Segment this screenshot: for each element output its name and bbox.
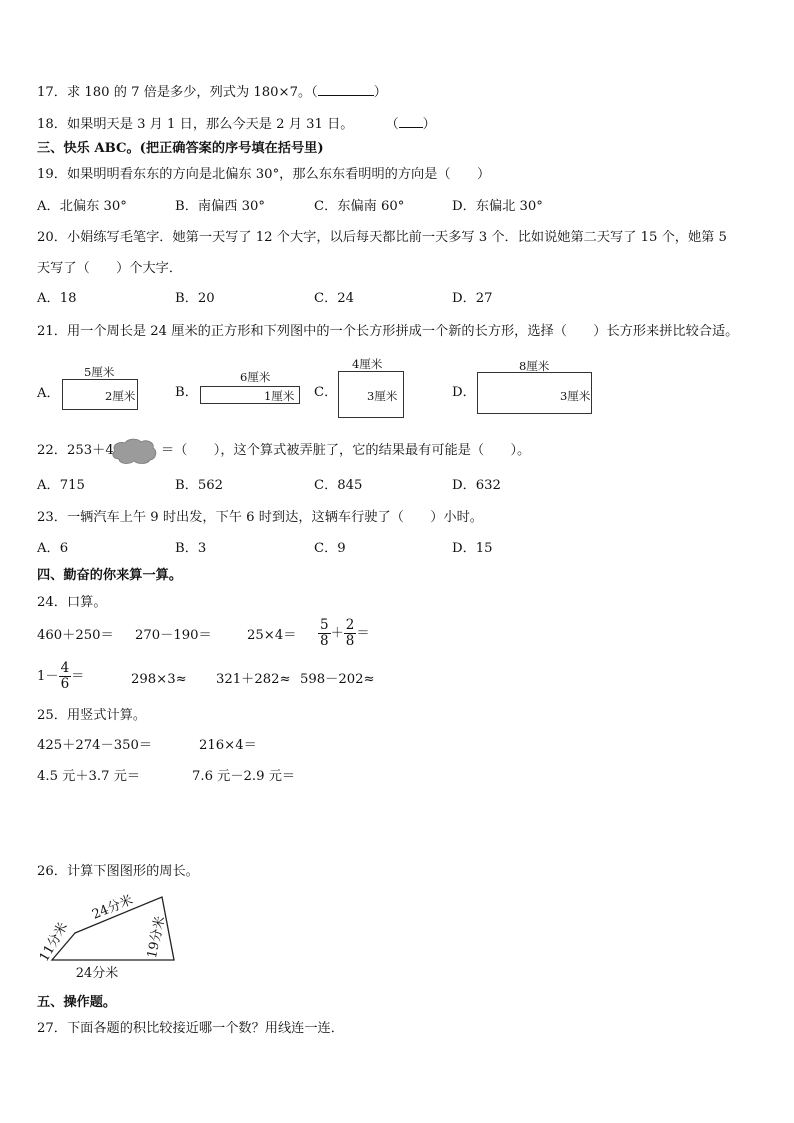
rect-b-top-label: 6厘米 xyxy=(240,370,271,384)
ink-blot-icon xyxy=(109,436,159,466)
calc-5-fraction-subtract: 1－ $\frac{4}{6}$ ＝ xyxy=(37,660,85,692)
option-b-letter[interactable]: B． xyxy=(175,385,198,400)
question-22: 22．253＋4 xyxy=(37,443,114,458)
vertical-calc-4: 7.6 元－2.9 元＝ xyxy=(192,769,296,784)
rect-c-top-label: 4厘米 xyxy=(352,357,383,371)
calc-8: 598－202≈ xyxy=(300,672,375,687)
option-b[interactable]: B．20 xyxy=(175,291,215,306)
rect-b-side-label: 1厘米 xyxy=(264,389,295,403)
option-a[interactable]: A．715 xyxy=(37,478,85,493)
fraction: $\frac{2}{8}$ xyxy=(345,617,355,649)
question-21: 21．用一个周长是 24 厘米的正方形和下列图中的一个长方形拼成一个新的长方形，选择（ ）长方形来拼比较合适。 xyxy=(37,324,739,339)
answer-blank[interactable] xyxy=(399,116,423,128)
calc-7: 321＋282≈ xyxy=(216,672,291,687)
option-d-letter[interactable]: D． xyxy=(452,385,476,400)
fraction: $\frac{4}{6}$ xyxy=(60,660,70,692)
calc-4-fraction-sum: $\frac{5}{8}$ ＋ $\frac{2}{8}$ ＝ xyxy=(320,617,370,649)
option-a-letter[interactable]: A． xyxy=(37,386,60,401)
option-a[interactable]: A．北偏东 30° xyxy=(37,199,127,214)
option-b[interactable]: B．562 xyxy=(175,478,224,493)
option-d[interactable]: D．632 xyxy=(452,478,501,493)
section-5-heading: 五、操作题。 xyxy=(37,995,117,1010)
option-c-letter[interactable]: C． xyxy=(314,385,338,400)
top-side-label: 24分米 xyxy=(90,892,136,923)
question-27: 27．下面各题的积比较接近哪一个数？用线连一连． xyxy=(37,1021,344,1036)
vertical-calc-2: 216×4＝ xyxy=(199,738,257,753)
vertical-calc-1: 425＋274－350＝ xyxy=(37,738,153,753)
option-c[interactable]: C．24 xyxy=(314,291,355,306)
option-c[interactable]: C．9 xyxy=(314,541,346,556)
rect-c-side-label: 3厘米 xyxy=(367,389,398,403)
calc-6: 298×3≈ xyxy=(131,672,187,687)
fraction: $\frac{5}{8}$ xyxy=(320,617,329,649)
option-b[interactable]: B．南偏西 30° xyxy=(175,199,266,214)
question-19: 19．如果明明看东东的方向是北偏东 30°，那么东东看明明的方向是（ ） xyxy=(37,167,491,182)
option-d[interactable]: D．27 xyxy=(452,291,493,306)
option-c[interactable]: C．东偏南 60° xyxy=(314,199,405,214)
section-3-heading: 三、快乐 ABC。(把正确答案的序号填在括号里) xyxy=(37,141,324,156)
option-a[interactable]: A．18 xyxy=(37,291,77,306)
calc-1: 460＋250＝ xyxy=(37,628,114,643)
question-23: 23．一辆汽车上午 9 时出发，下午 6 时到达，这辆车行驶了（ ）小时。 xyxy=(37,510,483,525)
rect-a-top-label: 5厘米 xyxy=(84,365,115,379)
bottom-side-label: 24分米 xyxy=(75,966,119,981)
question-24-title: 24．口算。 xyxy=(37,595,107,610)
option-d[interactable]: D．15 xyxy=(452,541,493,556)
rect-a-side-label: 2厘米 xyxy=(105,389,136,403)
calc-3: 25×4＝ xyxy=(247,628,297,643)
question-25-title: 25．用竖式计算。 xyxy=(37,708,147,723)
option-c[interactable]: C．845 xyxy=(314,478,363,493)
question-18: 18．如果明天是 3 月 1 日，那么今天是 2 月 31 日。 （ ） xyxy=(37,117,436,132)
question-20-line2: 天写了（ ）个大字． xyxy=(37,261,183,276)
quadrilateral-figure xyxy=(30,880,180,990)
left-side-label: 11分米 xyxy=(36,920,72,965)
question-20-line1: 20．小娟练写毛笔字．她第一天写了 12 个大字，以后每天都比前一天多写 3 个．比如说她第二天写了 15 个，她第 5 xyxy=(37,230,727,245)
calc-2: 270－190＝ xyxy=(135,628,212,643)
option-b[interactable]: B．3 xyxy=(175,541,207,556)
answer-blank[interactable] xyxy=(318,84,374,96)
question-22-suffix: ＝（ ），这个算式被弄脏了，它的结果最有可能是（ ）。 xyxy=(161,443,531,458)
right-side-label: 19分米 xyxy=(144,914,169,960)
rect-d-side-label: 3厘米 xyxy=(560,389,591,403)
rect-d-top-label: 8厘米 xyxy=(519,359,550,373)
question-26-title: 26．计算下图图形的周长。 xyxy=(37,864,199,879)
option-a[interactable]: A．6 xyxy=(37,541,69,556)
section-4-heading: 四、勤奋的你来算一算。 xyxy=(37,568,183,583)
question-17: 17．求 180 的 7 倍是多少，列式为 180×7。（ ） xyxy=(37,85,387,100)
option-d[interactable]: D．东偏北 30° xyxy=(452,199,543,214)
vertical-calc-3: 4.5 元＋3.7 元＝ xyxy=(37,769,141,784)
